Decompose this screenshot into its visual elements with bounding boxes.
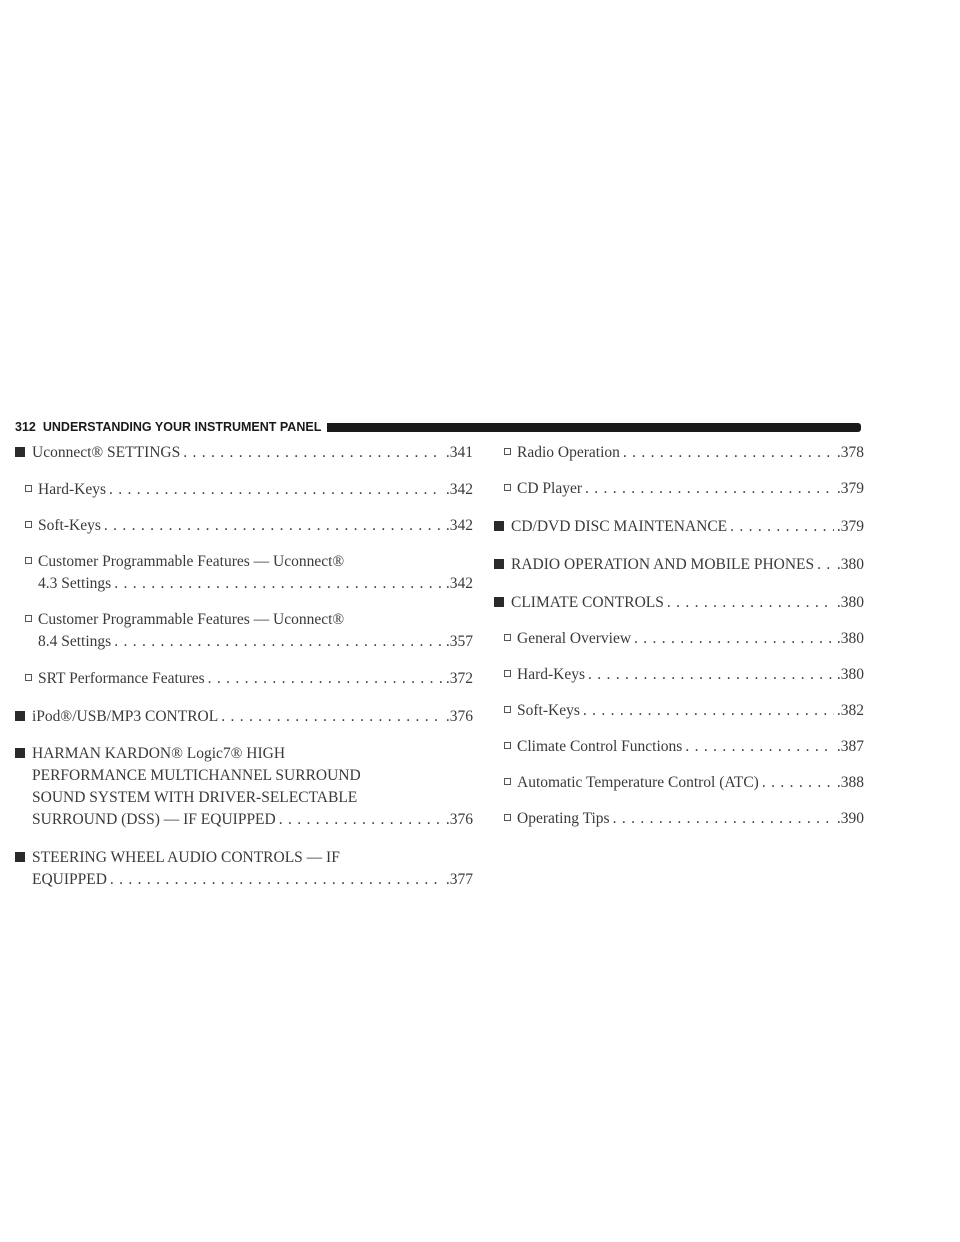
toc-section-entry[interactable] (15, 743, 473, 831)
toc-page-number: .382 (836, 702, 864, 719)
toc-entry-title: STEERING WHEEL AUDIO CONTROLS — IF (32, 849, 340, 866)
toc-entry-title: SOUND SYSTEM WITH DRIVER-SELECTABLE (32, 789, 358, 806)
toc-page-number: .342 (445, 481, 473, 498)
filled-square-bullet-icon (494, 559, 504, 569)
filled-square-bullet-icon (15, 447, 25, 457)
filled-square-bullet-icon (494, 597, 504, 607)
toc-entry-title: 8.4 Settings (38, 633, 112, 650)
toc-subsection-entry[interactable] (494, 772, 864, 794)
toc-left-column (15, 442, 473, 891)
toc-page-number: .341 (445, 444, 473, 461)
toc-subsection-entry[interactable] (494, 628, 864, 650)
hollow-square-bullet-icon (504, 484, 511, 491)
dot-leader (109, 479, 443, 501)
dot-leader (221, 706, 443, 728)
dot-leader (585, 478, 834, 500)
hollow-square-bullet-icon (25, 674, 32, 681)
toc-page-number: .380 (836, 666, 864, 683)
toc-page-number: .342 (445, 575, 473, 592)
dot-leader (762, 772, 834, 794)
toc-entry-title: iPod®/USB/MP3 CONTROL (32, 708, 219, 725)
toc-page-number: .379 (836, 480, 864, 497)
hollow-square-bullet-icon (25, 615, 32, 622)
toc-page-number: .380 (836, 594, 864, 611)
toc-section-entry[interactable] (494, 592, 864, 614)
toc-entry-title: Climate Control Functions (517, 738, 683, 755)
toc-entry-title: Hard-Keys (38, 481, 107, 498)
page-number: 312 (15, 420, 36, 434)
toc-page-number: .390 (836, 810, 864, 827)
toc-page-number: .388 (836, 774, 864, 791)
filled-square-bullet-icon (15, 748, 25, 758)
toc-entry-title: Customer Programmable Features — Uconnect® (38, 553, 345, 570)
toc-page-number: .378 (836, 444, 864, 461)
toc-page-number: .376 (445, 811, 473, 828)
toc-page-number: .372 (445, 670, 473, 687)
dot-leader (588, 664, 834, 686)
toc-page-number: .379 (836, 518, 864, 535)
dot-leader (667, 592, 834, 614)
dot-leader (583, 700, 834, 722)
toc-entry-title: SURROUND (DSS) — IF EQUIPPED (32, 811, 276, 828)
header-rule (327, 423, 861, 432)
toc-section-entry[interactable] (15, 706, 473, 728)
dot-leader (110, 869, 443, 891)
toc-entry-title: RADIO OPERATION AND MOBILE PHONES (511, 556, 815, 573)
hollow-square-bullet-icon (504, 706, 511, 713)
dot-leader (183, 442, 443, 464)
toc-entry-title: PERFORMANCE MULTICHANNEL SURROUND (32, 767, 361, 784)
toc-entry-title: Radio Operation (517, 444, 620, 461)
hollow-square-bullet-icon (25, 485, 32, 492)
toc-subsection-entry[interactable] (494, 478, 864, 500)
toc-subsection-entry[interactable] (494, 700, 864, 722)
toc-entry-title: Operating Tips (517, 810, 610, 827)
hollow-square-bullet-icon (504, 778, 511, 785)
toc-entry-title: 4.3 Settings (38, 575, 112, 592)
dot-leader (208, 668, 443, 690)
filled-square-bullet-icon (15, 711, 25, 721)
hollow-square-bullet-icon (504, 670, 511, 677)
toc-subsection-entry[interactable] (15, 515, 473, 537)
toc-page-number: .376 (445, 708, 473, 725)
toc-subsection-entry[interactable] (494, 808, 864, 830)
toc-page-number: .380 (836, 556, 864, 573)
toc-entry-title: CD Player (517, 480, 583, 497)
dot-leader (279, 809, 443, 831)
toc-page-number: .387 (836, 738, 864, 755)
toc-entry-title: HARMAN KARDON® Logic7® HIGH (32, 745, 286, 762)
dot-leader (685, 736, 834, 758)
page-header (15, 419, 861, 435)
toc-section-entry[interactable] (494, 516, 864, 538)
toc-subsection-entry[interactable] (494, 664, 864, 686)
toc-subsection-entry[interactable] (15, 609, 473, 653)
toc-subsection-entry[interactable] (494, 442, 864, 464)
toc-entry-title: Uconnect® SETTINGS (32, 444, 181, 461)
toc-entry-title: Hard-Keys (517, 666, 586, 683)
toc-subsection-entry[interactable] (15, 668, 473, 690)
toc-page-number: .377 (445, 871, 473, 888)
toc-entry-title: CD/DVD DISC MAINTENANCE (511, 518, 728, 535)
toc-entry-title: EQUIPPED (32, 871, 107, 888)
hollow-square-bullet-icon (504, 448, 511, 455)
toc-section-entry[interactable] (15, 847, 473, 891)
dot-leader (634, 628, 834, 650)
toc-entry-title: General Overview (517, 630, 632, 647)
hollow-square-bullet-icon (504, 634, 511, 641)
dot-leader (104, 515, 443, 537)
hollow-square-bullet-icon (504, 742, 511, 749)
hollow-square-bullet-icon (504, 814, 511, 821)
toc-entry-title: SRT Performance Features (38, 670, 205, 687)
toc-right-column (494, 442, 864, 830)
toc-page-number: .342 (445, 517, 473, 534)
filled-square-bullet-icon (494, 521, 504, 531)
hollow-square-bullet-icon (25, 521, 32, 528)
toc-page-number: .380 (836, 630, 864, 647)
toc-entry-title: CLIMATE CONTROLS (511, 594, 664, 611)
filled-square-bullet-icon (15, 852, 25, 862)
toc-section-entry[interactable] (15, 442, 473, 464)
toc-page-number: .357 (445, 633, 473, 650)
hollow-square-bullet-icon (25, 557, 32, 564)
dot-leader (114, 631, 443, 653)
section-title: UNDERSTANDING YOUR INSTRUMENT PANEL (42, 420, 322, 434)
toc-entry-title: Soft-Keys (38, 517, 101, 534)
toc-subsection-entry[interactable] (494, 736, 864, 758)
toc-subsection-entry[interactable] (15, 479, 473, 501)
toc-subsection-entry[interactable] (15, 551, 473, 595)
dot-leader (730, 516, 834, 538)
toc-entry-title: Customer Programmable Features — Uconnect® (38, 611, 345, 628)
dot-leader (613, 808, 834, 830)
toc-section-entry[interactable] (494, 554, 864, 576)
dot-leader (114, 573, 443, 595)
toc-entry-title: Automatic Temperature Control (ATC) (517, 774, 759, 791)
dot-leader (623, 442, 834, 464)
dot-leader (817, 554, 834, 576)
toc-entry-title: Soft-Keys (517, 702, 580, 719)
